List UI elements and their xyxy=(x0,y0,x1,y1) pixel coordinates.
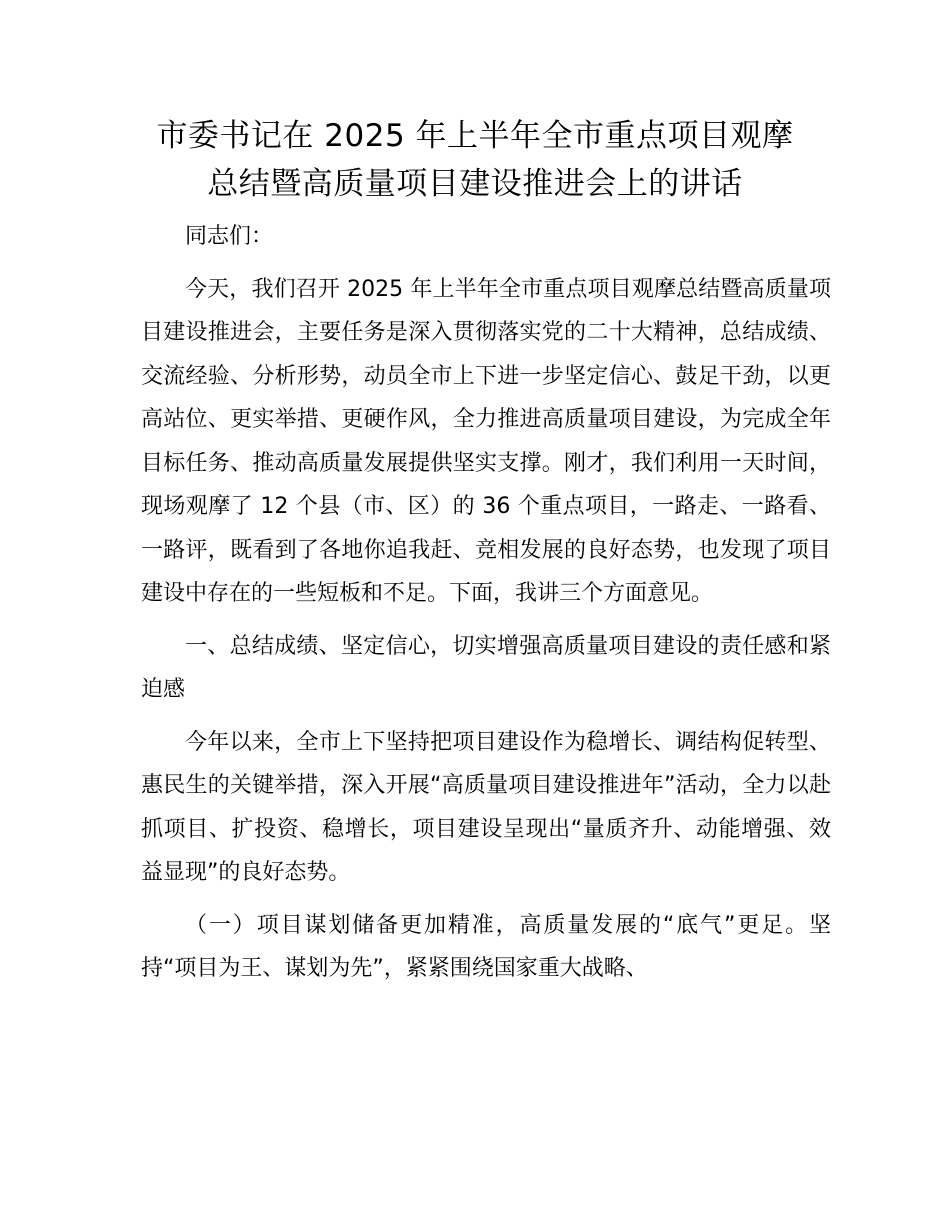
body-paragraph: 今年以来，全市上下坚持把项目建设作为稳增长、调结构促转型、惠民生的关键举措，深入开展“高质量项目建设推进年”活动，全力以赴抓项目、扩投资、稳增长，项目建设呈现出“量质齐升、动能增强、效益显现”的良好态势。 xyxy=(141,729,831,885)
document-title xyxy=(120,112,830,208)
title-line-1: 市委书记在 2025 年上半年全市重点项目观摩 xyxy=(156,118,794,154)
title-line-2: 总结暨高质量项目建设推进会上的讲话 xyxy=(207,166,743,202)
salutation: 同志们： xyxy=(185,224,274,249)
section-heading: 一、总结成绩、坚定信心，切实增强高质量项目建设的责任感和紧迫感 xyxy=(141,633,831,702)
document-body xyxy=(141,215,831,991)
body-paragraph: 今天，我们召开 2025 年上半年全市重点项目观摩总结暨高质量项目建设推进会，主要任务是深入贯彻落实党的二十大精神，总结成绩、交流经验、分析形势，动员全市上下进一步坚定信心、鼓足干劲，以更高站位、更实举措、更硬作风，全力推进高质量项目建设，为完成全年目标任务、推动高质量发展提供坚实支撑。刚才，我们利用一天时间，现场观摩了 12 个县（市、区）的 36 个重点项目，一路走、一路看、一路评，既看到了各地你追我赶、竞相发展的良好态势，也发现了项目建设中存在的一些短板和不足。下面，我讲三个方面意见。 xyxy=(141,276,831,606)
subsection-paragraph: （一）项目谋划储备更加精准，高质量发展的“底气”更足。坚持“项目为王、谋划为先”，紧紧围绕国家重大战略、 xyxy=(141,912,832,981)
